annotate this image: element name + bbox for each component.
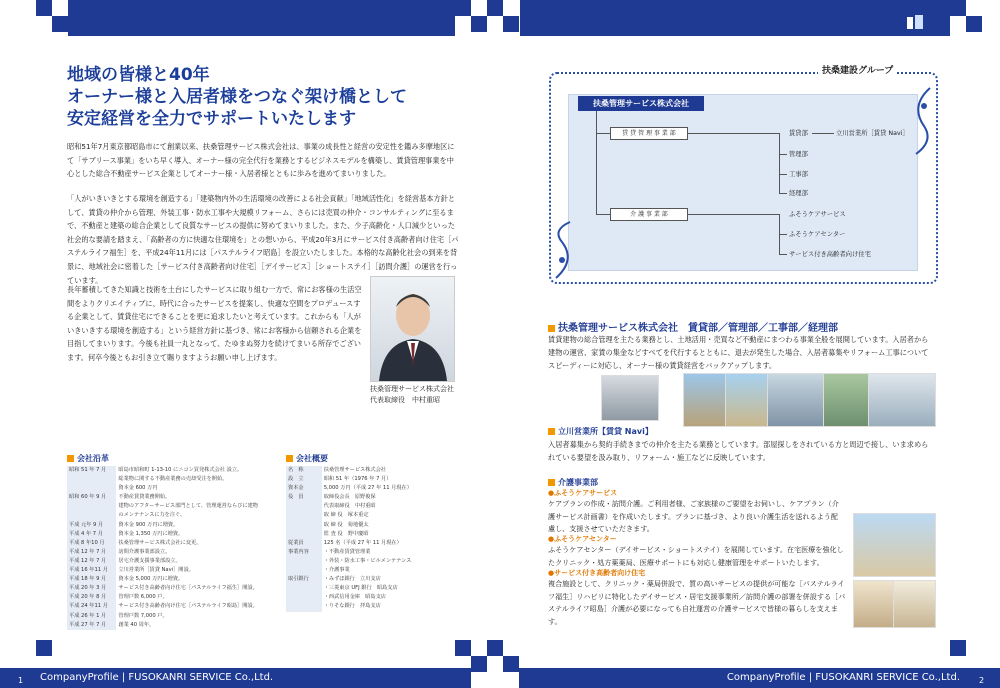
square-icon	[286, 455, 293, 462]
history-title: 会社沿革	[77, 454, 109, 463]
ceo-name: 代表取締役 中村重昭	[370, 396, 440, 404]
photo-apartment	[601, 375, 659, 421]
row-key	[67, 475, 116, 484]
row-key: 設 立	[286, 475, 322, 484]
flourish-icon	[904, 86, 934, 156]
table-row	[286, 539, 451, 548]
table-row	[286, 593, 451, 602]
org-company: 扶桑管理サービス株式会社	[578, 96, 704, 111]
section3-title: 介護事業部	[558, 478, 598, 487]
care-center-heading: ●ふそうケアセンター	[548, 535, 617, 543]
table-row	[286, 466, 451, 475]
checker-block	[471, 656, 487, 672]
row-value: サービス付き高齢者向け住宅［パステルライフ昭島］開設。	[118, 603, 258, 610]
table-row	[286, 575, 451, 584]
table-row	[67, 584, 279, 593]
org-item-senior-housing: サービス付き高齢者向け住宅	[789, 251, 871, 258]
row-key: 平成 12 年 7 月	[67, 557, 116, 566]
square-icon	[67, 455, 74, 462]
row-key	[286, 521, 322, 530]
body-paragraph: 「人がいきいきとする環境を創造する」「建築物内外の生活環境の改善による社会貢献」「地域活性化」を経営基本方針として、賃貸の仲介から管理、外装工事・防水工事や大規模リフォーム、さらには売買の仲介・コンサルティングに至るまで、不動産と建築の総合企業として良質なサービスの提供に努めてまいりました。また、少子高齢化・人口減少といった社会的な要請を踏まえ、「高齢者の方に快適な住環境を」との想いから、平成20年3月にサービス付き高齢者向け住宅［パステルライフ福生］を、平成24年11月には［パステルライフ昭島］を設立いたしました。本格的な高齢化社会の到来を背景に、地域社会に密着した［サービス付き高齢者向け住宅］［デイサービス］［ショートステイ］［訪問介護］の運営を行っています。	[67, 194, 459, 285]
table-row	[67, 484, 279, 493]
section1-heading	[548, 319, 838, 334]
table-row	[286, 484, 451, 493]
checker-block	[36, 640, 52, 656]
row-value: 立川営業所［賃貸 Navi］開設。	[118, 567, 194, 574]
checker-block	[950, 640, 966, 656]
headline-line: 地域の皆様と40年	[67, 65, 210, 85]
photo-building-2	[725, 373, 769, 427]
row-value: 取 締 役 塚本重定	[323, 512, 369, 519]
org-line	[596, 214, 610, 215]
care-service-text: ケアプランの作成・訪問介護。ご利用者様、ご家族様のご要望をお伺いし、ケアプラン（介護サービス計画書）を作成いたします。プランに基づき、より良い介護生活を送れるよう配慮し、支援させていただきます。	[548, 499, 839, 533]
row-key	[286, 566, 322, 575]
table-row	[286, 511, 451, 520]
body-paragraph-2: 長年蓄積してきた知識と技術を土台にしたサービスに取り組む一方で、常にお客様の生活空間をよりクリエイティブに、時代に合ったサービスを提案し、快適な空間をプロデュースする企業として、賃貸住宅にできることを更に追求したいと考えています。これからも「人がいきいきする環境を創造する」という経営方針に基づき、常にお客様から信頼される企業を目指してまいります。今後も社員一丸となって、たゆまぬ努力を続けてまいる所存でございます。何卒今後ともお引き立て賜りますようお願い申し上げます。	[67, 285, 362, 362]
table-row	[286, 475, 451, 484]
row-value: 取 締 役 菊地優太	[323, 521, 369, 528]
row-value: 昭島市昭和町 1-13-10 にニコン買発株式会社 設立。	[118, 467, 243, 473]
table-row	[67, 621, 279, 630]
row-key: 平成 12 年 7 月	[67, 548, 116, 557]
row-value: 総業物に関する不動産業務の売却受注を開始。	[118, 476, 228, 483]
checker-block	[487, 640, 503, 656]
overview-heading	[286, 453, 328, 464]
org-item-care-service: ふそうケアサービス	[789, 211, 846, 218]
section3-heading	[548, 477, 598, 488]
row-key: 平成 24 年11 月	[67, 602, 116, 611]
row-value: 資本金 5,000 万円に増資。	[118, 576, 184, 583]
org-line	[596, 111, 597, 215]
section2-heading	[548, 426, 653, 437]
row-key: 平成 26 年 1 月	[67, 612, 116, 621]
photo-room	[853, 580, 895, 628]
org-line	[779, 133, 780, 194]
row-key	[286, 584, 322, 593]
row-key: 取引銀行	[286, 575, 322, 584]
row-value: 125 名（平成 27 年 11 月現在）	[323, 539, 402, 546]
row-key: 平成 4 年 7 月	[67, 530, 116, 539]
checker-block	[487, 0, 503, 16]
table-row	[286, 548, 451, 557]
top-bar-right	[520, 0, 950, 36]
checker-block	[966, 16, 982, 32]
row-value: ・西武信用金庫 昭島支店	[323, 594, 386, 601]
row-value: 扶桑管理サービス株式会社に変更。	[118, 539, 202, 546]
square-icon	[548, 428, 555, 435]
row-key: 従業員	[286, 539, 322, 548]
group-label: 扶桑建設グループ	[818, 63, 897, 76]
photo-staff	[767, 373, 825, 427]
table-row	[67, 502, 279, 511]
org-line	[779, 154, 787, 155]
headline-line: オーナー様と入居者様をつなぐ架け橋として	[67, 87, 407, 107]
table-row	[67, 511, 279, 520]
table-row	[67, 475, 279, 484]
org-item-care-center: ふそうケアセンター	[789, 231, 846, 238]
page-number-right: 2	[979, 676, 985, 685]
row-key: 平成 元年 9 月	[67, 521, 116, 530]
table-row	[67, 521, 279, 530]
table-row	[67, 575, 279, 584]
ceo-caption	[370, 384, 454, 406]
checker-block	[503, 656, 519, 672]
row-value: 昭和 51 年（1976 年 7 月）	[323, 476, 392, 483]
row-value: 資本金 900 万円に増資。	[118, 521, 179, 528]
row-value: 不動産賃貸業務開始。	[118, 494, 171, 501]
ceo-photo	[370, 276, 455, 382]
checker-block	[503, 16, 519, 32]
photo-staff-2	[823, 373, 870, 427]
history-heading	[67, 453, 109, 464]
square-icon	[548, 325, 555, 332]
org-line	[596, 133, 610, 134]
table-row	[286, 602, 451, 611]
row-key: 名 称	[286, 466, 322, 475]
row-key: 平成 20 年 3 月	[67, 584, 116, 593]
row-key	[67, 484, 116, 493]
checker-block	[455, 0, 471, 16]
row-key: 昭和 60 年 9 月	[67, 493, 116, 502]
senior-housing-heading: ●サービス付き高齢者向け住宅	[548, 569, 646, 577]
row-value: 管理戸数 6,000 戸。	[118, 594, 168, 601]
row-key	[286, 593, 322, 602]
org-line	[687, 133, 779, 134]
table-row	[67, 557, 279, 566]
row-value: 資本金 600 万円	[118, 485, 158, 492]
table-row	[286, 566, 451, 575]
table-row	[67, 539, 279, 548]
table-row	[67, 593, 279, 602]
table-row	[286, 502, 451, 511]
row-key	[67, 502, 116, 511]
row-value: 扶桑管理サービス株式会社	[323, 467, 386, 473]
footer-bar-left	[0, 668, 471, 688]
org-dept-care: 介 護 事 業 部	[610, 208, 688, 221]
section2-title: 立川営業所【賃貸 Navi】	[558, 427, 653, 436]
row-value: 5,000 万円（平成 27 年 11 月現在）	[323, 485, 412, 492]
row-key	[286, 530, 322, 539]
org-panel	[568, 94, 918, 271]
checker-block	[52, 16, 68, 32]
org-item-branch: 立川営業所［賃貸 Navi］	[836, 130, 909, 137]
table-row	[67, 566, 279, 575]
table-row	[67, 493, 279, 502]
care-center-text: ふそうケアセンター（デイサービス・ショートステイ）を展開しています。在宅医療を強化したクリニック・処方薬薬局、医療サポートにも対応し健康管理をサポートいたします。	[548, 545, 844, 567]
checker-block	[471, 16, 487, 32]
page-number-left: 1	[18, 676, 24, 685]
history-table	[67, 466, 279, 630]
table-row	[67, 612, 279, 621]
row-key	[286, 557, 322, 566]
photo-care-facility	[853, 513, 936, 577]
row-value: 居宅介護支援事業部設立。	[118, 557, 181, 564]
org-item-kouji: 工事部	[789, 171, 808, 178]
row-value: ・不動産賃貸管理業	[323, 548, 371, 555]
row-value: 訪問介護事業部設立。	[118, 548, 171, 555]
row-key: 平成 8 年10 月	[67, 539, 116, 548]
overview-title: 会社概要	[296, 454, 328, 463]
row-key	[286, 502, 322, 511]
table-row	[286, 557, 451, 566]
row-key: 役 員	[286, 493, 322, 502]
row-key: 平成 20 年 8 月	[67, 593, 116, 602]
table-row	[286, 530, 451, 539]
photo-room-2	[893, 580, 936, 628]
row-value: のメンテナンスに力を注ぐ。	[118, 512, 186, 519]
org-dept-rental: 賃 貸 管 理 事 業 部	[610, 127, 688, 140]
row-value: 創業 40 周年。	[118, 621, 155, 628]
row-value: 代表取締役 中村重昭	[323, 503, 376, 510]
table-row	[286, 521, 451, 530]
row-value: 取締役会長 原野俊保	[323, 494, 376, 501]
row-value: ・みずほ銀行 立川支店	[323, 576, 381, 583]
section1-text: 賃貸建物の総合管理を主たる業務とし、土地活用・売買など不動産にまつわる事業全般を展開しています。入居者から建物の運営、家賃の集金などすべてを代行するとともに、退去が発生した場合、入居者募集やリフォーム工事についてスピーディーに対応し、オーナー様の賃貸経営をバックアップします。	[548, 335, 929, 370]
section2-text: 入居者募集から契約手続きまでの仲介を主たる業務としています。部屋探しをされている方と周辺で接し、いま求められている要望を汲み取り、リフォーム・施工などに反映しています。	[548, 440, 929, 462]
org-line	[779, 234, 787, 235]
org-line	[687, 214, 779, 215]
overview-table	[286, 466, 451, 612]
row-value: ・外装・防水工事・ビルメンテナンス	[323, 557, 412, 564]
table-row	[67, 602, 279, 611]
org-line	[779, 193, 787, 194]
org-line	[812, 133, 834, 134]
row-value: ・介護事業	[323, 567, 350, 574]
photo-building	[683, 373, 727, 427]
row-key: 事業内容	[286, 548, 322, 557]
intro-paragraph: 昭和51年7月東京都昭島市にて創業以来、扶桑管理サービス株式会社は、事業の成長性と経営の安定性を鑑み多摩地区にて「サブリース事業」をいち早く導入、オーナー様の完全代行を業務とするビジネスモデルを構築し、賃貸管理事業を中心とした総合不動産サービス企業としてオーナー様・入居者様とともに歩みを進めてまいりました。	[67, 142, 455, 179]
section1-title: 扶桑管理サービス株式会社 賃貸部／管理部／工事部／経理部	[558, 323, 838, 334]
row-value: ・りそな銀行 拝島支店	[323, 603, 381, 610]
care-service-heading: ●ふそうケアサービス	[548, 489, 618, 497]
checker-block	[455, 640, 471, 656]
row-value: 建物のアフターサービス部門として、管理運営ならびに建物	[118, 503, 258, 510]
checker-block	[36, 0, 52, 16]
footer-bar-right	[519, 668, 1000, 688]
org-item-keiri: 経理部	[789, 190, 808, 197]
checker-block	[950, 0, 966, 16]
table-row	[67, 466, 279, 475]
logo-icon	[906, 14, 924, 30]
footer-company-left: CompanyProfile | FUSOKANRI SERVICE Co.,Ltd.	[40, 672, 274, 683]
photo-office	[868, 373, 936, 427]
row-value: サービス付き高齢者向け住宅［パステルライフ福生］開設。	[118, 585, 258, 592]
footer-company-right: CompanyProfile | FUSOKANRI SERVICE Co.,Ltd.	[726, 672, 960, 683]
org-line	[779, 174, 787, 175]
org-item-chintai: 賃貸部	[789, 130, 808, 137]
row-key	[286, 602, 322, 611]
row-value: 監 査 役 野中慶昭	[323, 530, 369, 537]
org-line	[779, 254, 787, 255]
table-row	[286, 584, 451, 593]
ceo-company: 扶桑管理サービス株式会社	[370, 385, 454, 393]
row-value: ・三菱東京 UFJ 銀行 昭島支店	[323, 585, 398, 592]
row-key: 平成 18 年 9 月	[67, 575, 116, 584]
table-row	[67, 530, 279, 539]
row-key: 平成 16 年11 月	[67, 566, 116, 575]
table-row	[286, 493, 451, 502]
top-bar-left	[68, 0, 455, 36]
row-value: 管理戸数 7,000 戸。	[118, 612, 168, 619]
row-key: 資本金	[286, 484, 322, 493]
row-value: 資本金 1,350 万円に増資。	[118, 530, 184, 537]
row-key	[67, 511, 116, 520]
square-icon	[548, 479, 555, 486]
senior-housing-text: 複合施設として、クリニック・薬局併設で、質の高いサービスの提供が可能な［パステルライフ福生］リハビリに特化したデイサービス・居宅支援事業所／訪問介護の部署を併設する［パステルライフ昭島］介護が必要になっても自社運営の介護サービスで皆様の暮らしを支えます。	[548, 579, 846, 626]
row-key: 平成 27 年 7 月	[67, 621, 116, 630]
flourish-icon	[552, 220, 582, 280]
row-key: 昭和 51 年 7 月	[67, 466, 116, 475]
page-headline	[67, 64, 407, 130]
headline-line: 安定経営を全力でサポートいたします	[67, 109, 356, 129]
table-row	[67, 548, 279, 557]
row-key	[286, 511, 322, 520]
org-item-kanri: 管理部	[789, 151, 808, 158]
